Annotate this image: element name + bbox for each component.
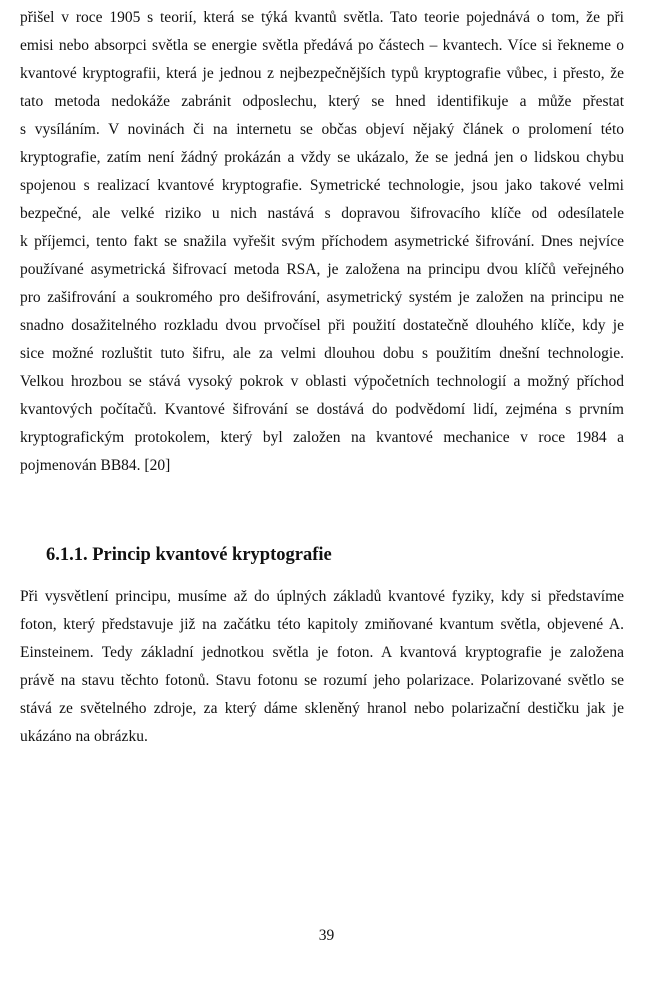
paragraph-line: Einsteinem. Tedy základní jednotkou světla je foton. A kvantová kryptografie je založena [20, 644, 624, 661]
section-heading: 6.1.1. Princip kvantové kryptografie [46, 545, 332, 565]
paragraph-line: kvantových počítačů. Kvantové šifrování se dostává do podvědomí lidí, zejména s prvním [20, 401, 624, 418]
paragraph-line: kvantové kryptografii, která je jednou z nejbezpečnějších typů kryptografie vůbec, i přesto, že [20, 65, 624, 82]
paragraph-line: foton, který představuje již na začátku této kapitoly zmiňované kvantum světla, objevené A. [20, 616, 624, 633]
paragraph-line: ukázáno na obrázku. [20, 728, 148, 745]
paragraph-line: pojmenován BB84. [20] [20, 457, 171, 474]
paragraph-line: snadno dosažitelného rozkladu dvou prvočísel při použití dostatečně dlouhého klíče, kdy je [20, 317, 624, 334]
paragraph-line: bezpečné, ale velké riziko u nich nastává s dopravou šifrovacího klíče od odesílatele [20, 205, 624, 222]
paragraph-line: spojenou s realizací kvantové kryptografie. Symetrické technologie, jsou jako takové velmi [20, 177, 624, 194]
paragraph-line: s vysíláním. V novinách či na internetu se občas objeví nějaký článek o prolomení této [20, 121, 624, 138]
page-number: 39 [318, 927, 335, 944]
paragraph-line: používané asymetrická šifrovací metoda RSA, je založena na principu dvou klíčů veřejného [20, 261, 624, 278]
paragraph-line: kryptografickým protokolem, který byl založen na kvantové mechanice v roce 1984 a [20, 429, 624, 446]
paragraph-line: sice možné rozluštit tuto šifru, ale za velmi dlouhou dobu s použitím dnešní technologie. [20, 345, 624, 362]
paragraph-line: k příjemci, tento fakt se snažila vyřešit svým příchodem asymetrické šifrování. Dnes nejvíce [20, 233, 624, 250]
paragraph-line: přišel v roce 1905 s teorií, která se týká kvantů světla. Tato teorie pojednává o tom, že při [20, 9, 624, 26]
paragraph-line: Velkou hrozbou se stává vysoký pokrok v oblasti výpočetních technologií a možný příchod [20, 373, 624, 390]
paragraph-line: právě na stavu těchto fotonů. Stavu fotonu se rozumí jeho polarizace. Polarizované světlo se [20, 672, 624, 689]
body-paragraph-1 [20, 4, 624, 480]
paragraph-line: pro zašifrování a soukromého pro dešifrování, asymetrický systém je založen na principu ne [20, 289, 624, 306]
paragraph-line: stává ze světelného zdroje, za který dáme skleněný hranol nebo polarizační destičku jak je [20, 700, 624, 717]
paragraph-line: tato metoda nedokáže zabránit odposlechu, který se hned identifikuje a může přestat [20, 93, 624, 110]
paragraph-line: Při vysvětlení principu, musíme až do úplných základů kvantové fyziky, kdy si představíme [20, 588, 624, 605]
paragraph-line: kryptografie, zatím není žádný prokázán a vždy se ukázalo, že se jedná jen o lidskou chybu [20, 149, 624, 166]
body-paragraph-2 [20, 583, 624, 751]
paragraph-line: emisi nebo absorpci světla se energie světla předává po částech – kvantech. Více si řekneme o [20, 37, 624, 54]
